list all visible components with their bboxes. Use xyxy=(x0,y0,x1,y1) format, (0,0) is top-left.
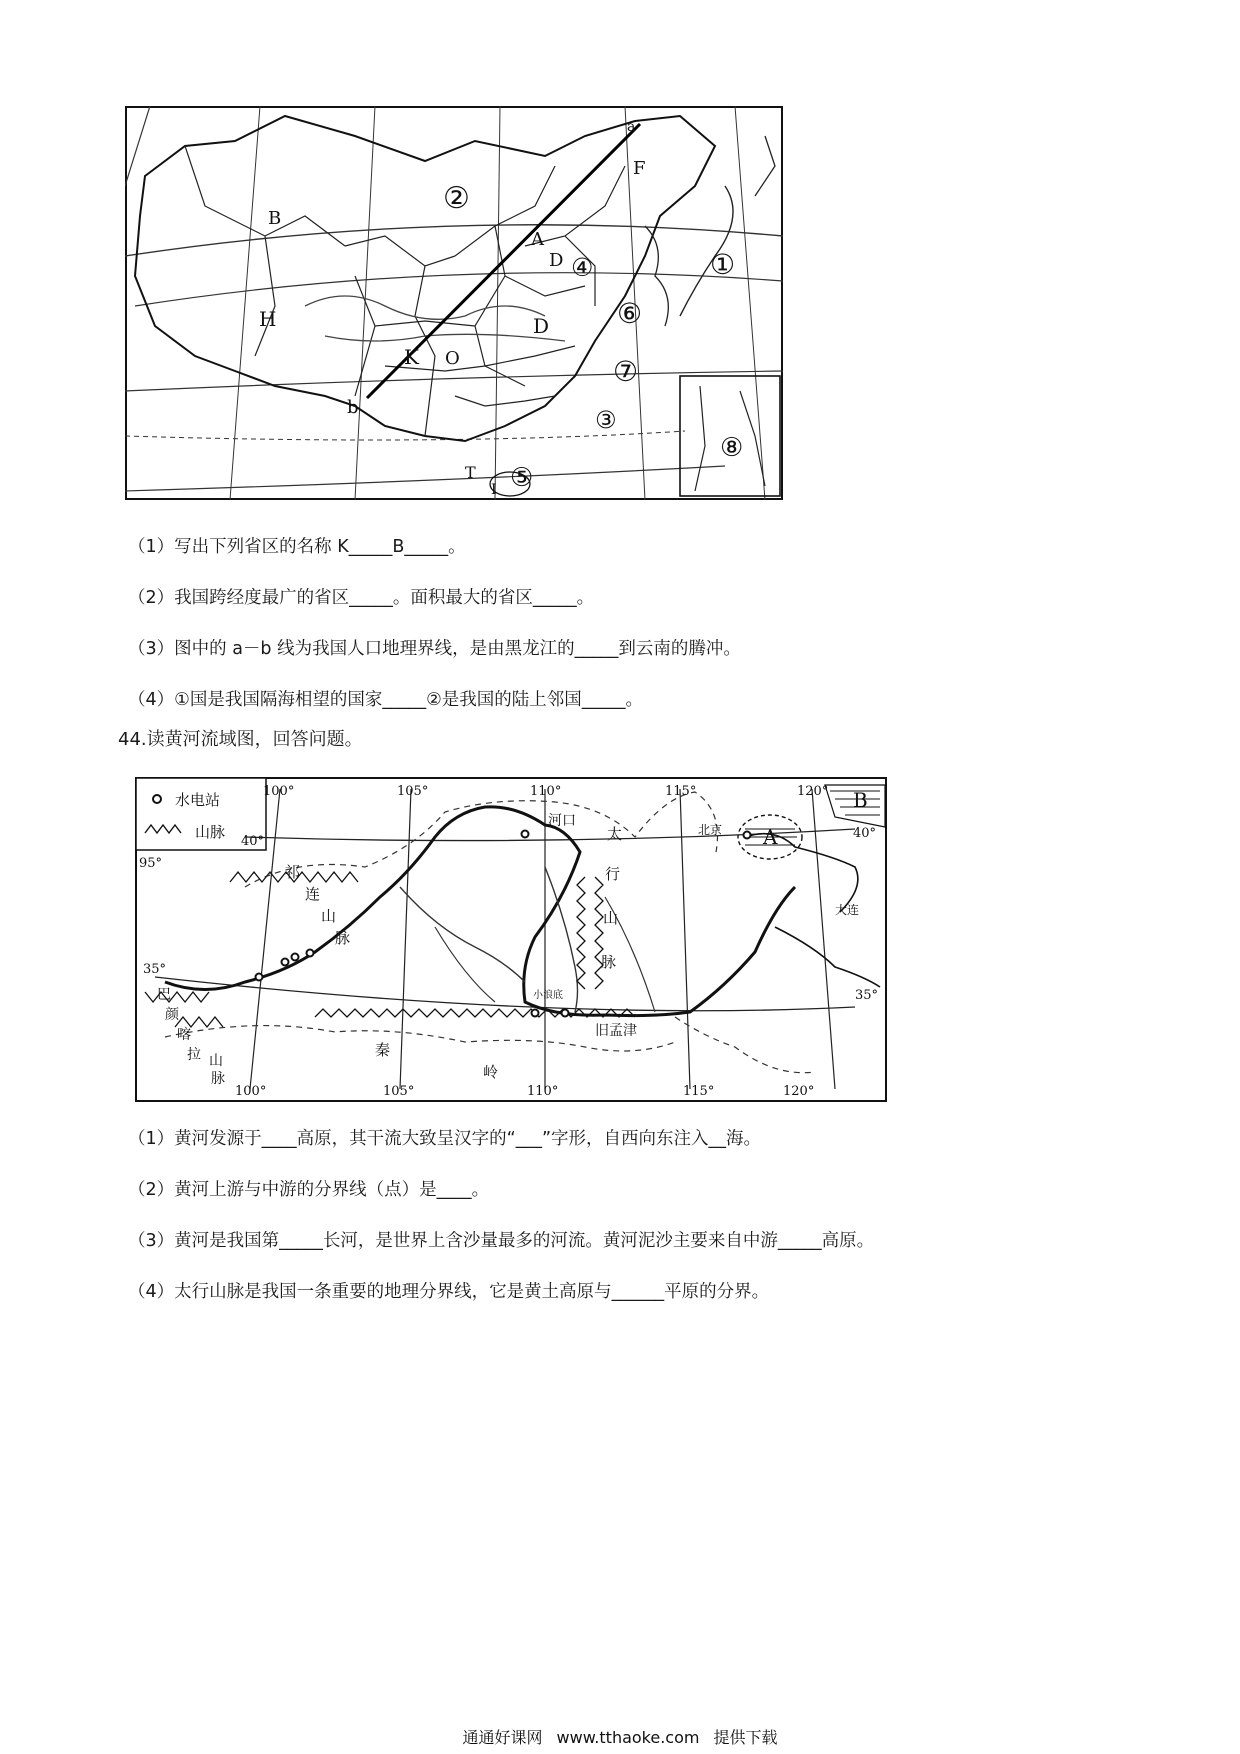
place-hekou: 河口 xyxy=(548,813,576,829)
map1-label-circle3: ③ xyxy=(595,406,617,434)
legend-hydro-label: 水电站 xyxy=(175,791,221,809)
hydro-station-marker xyxy=(532,1010,539,1017)
map1-label-circle2: ② xyxy=(443,181,470,216)
bayankala-char-1: 巴 xyxy=(157,987,171,1003)
place-xiaolangdi: 小浪底 xyxy=(533,990,563,1001)
legend-mountain-label: 山脉 xyxy=(195,823,226,841)
page-footer xyxy=(0,1728,1240,1748)
map1-label-B: B xyxy=(268,208,282,229)
question-2-4: （4）太行山脉是我国一条重要的地理分界线，它是黄土高原与______平原的分界。 xyxy=(128,1282,770,1302)
qilian-char-2: 连 xyxy=(305,885,321,903)
map1-label-D: D xyxy=(533,314,550,338)
place-beijing: 北京 xyxy=(698,823,723,837)
question-1-3: （3）图中的 a－b 线为我国人口地理界线，是由黑龙江的_____到云南的腾冲。 xyxy=(128,639,741,659)
question-1-1: （1）写出下列省区的名称 K_____B_____。 xyxy=(128,537,466,557)
question-1-2: （2）我国跨经度最广的省区_____。面积最大的省区_____。 xyxy=(128,588,595,608)
bayankala-char-3: 喀 xyxy=(177,1027,191,1043)
hydro-station-marker xyxy=(307,950,314,957)
lon-bottom-115: 115° xyxy=(683,1084,715,1099)
lon-bottom-120: 120° xyxy=(783,1084,815,1099)
question-2-2: （2）黄河上游与中游的分界线（点）是____。 xyxy=(128,1180,490,1200)
map1-label-circle5: ⑤ xyxy=(510,463,534,493)
bayankala-char-4: 拉 xyxy=(187,1047,201,1063)
question-2-1: （1）黄河发源于____高原，其干流大致呈汉字的“___”字形，自西向东注入__海。 xyxy=(128,1129,762,1149)
lat-35-left: 35° xyxy=(143,962,167,977)
bayankala-char-2: 颜 xyxy=(165,1007,179,1023)
map1-label-F: F xyxy=(633,158,646,179)
map1-label-D-top: D xyxy=(549,250,564,271)
hydro-station-marker xyxy=(562,1010,569,1017)
map1-label-circle7: ⑦ xyxy=(613,355,639,388)
lon-top-120: 120° xyxy=(797,784,829,799)
map1-label-circle4: ④ xyxy=(571,253,594,282)
lon-top-110: 110° xyxy=(530,784,562,799)
map1-label-I: I xyxy=(491,482,497,498)
map1-label-K: K xyxy=(404,345,419,369)
map1-label-b: b xyxy=(347,397,359,418)
qilian-char-1: 祁 xyxy=(285,863,301,881)
taihang-char-2: 行 xyxy=(605,865,621,883)
place-jiumengjin: 旧孟津 xyxy=(595,1023,637,1039)
footer-note: 提供下载 xyxy=(713,1728,778,1747)
hydro-station-marker xyxy=(282,959,289,966)
bayankala-char-6: 脉 xyxy=(211,1071,225,1087)
yellow-river-map-svg xyxy=(135,777,887,1102)
qinling-char-1: 秦 xyxy=(375,1041,391,1059)
lon-top-100: 100° xyxy=(263,784,295,799)
taihang-char-4: 脉 xyxy=(601,953,617,971)
hydro-station-marker xyxy=(292,954,299,961)
qilian-char-4: 脉 xyxy=(335,929,351,947)
bayankala-char-5: 山 xyxy=(209,1053,223,1069)
map1-label-O: O xyxy=(445,348,460,369)
footer-site-name: 通通好课网 xyxy=(462,1728,543,1747)
lat-40-right: 40° xyxy=(853,826,877,841)
hydro-station-marker xyxy=(256,974,263,981)
china-province-map-svg xyxy=(125,106,783,500)
place-B: B xyxy=(853,788,868,812)
place-A: A xyxy=(763,825,778,849)
map1-label-circle6: ⑥ xyxy=(617,297,643,330)
yellow-river-basin-map xyxy=(135,777,887,1102)
question-2-3: （3）黄河是我国第_____长河，是世界上含沙量最多的河流。黄河泥沙主要来自中游_____高原。 xyxy=(128,1231,875,1251)
hydro-station-marker xyxy=(744,832,751,839)
qinling-char-2: 岭 xyxy=(483,1063,499,1081)
place-dalian: 大连 xyxy=(835,903,860,917)
map1-label-a: a xyxy=(627,119,636,135)
lon-top-105: 105° xyxy=(397,784,429,799)
lon-95: 95° xyxy=(139,856,163,871)
lon-bottom-100: 100° xyxy=(235,1084,267,1099)
china-province-map xyxy=(125,106,783,500)
lat-40-left: 40° xyxy=(241,834,265,849)
map1-label-A: A xyxy=(531,229,544,250)
question-1-4: （4）①国是我国隔海相望的国家_____②是我国的陆上邻国_____。 xyxy=(128,690,644,710)
question-44-title: 44.读黄河流域图，回答问题。 xyxy=(118,729,363,750)
qilian-char-3: 山 xyxy=(321,907,337,925)
map1-label-circle8: ⑧ xyxy=(720,433,744,463)
taihang-char-1: 太 xyxy=(607,825,623,843)
footer-url[interactable]: www.tthaoke.com xyxy=(556,1728,700,1747)
map1-label-H: H xyxy=(259,307,277,331)
hydro-station-marker xyxy=(522,831,529,838)
lon-bottom-105: 105° xyxy=(383,1084,415,1099)
map1-label-T: T xyxy=(465,463,476,482)
map1-label-circle1: ① xyxy=(710,248,736,281)
lat-35-right: 35° xyxy=(855,988,879,1003)
taihang-char-3: 山 xyxy=(603,909,619,927)
lon-bottom-110: 110° xyxy=(527,1084,559,1099)
lon-top-115: 115° xyxy=(665,784,697,799)
